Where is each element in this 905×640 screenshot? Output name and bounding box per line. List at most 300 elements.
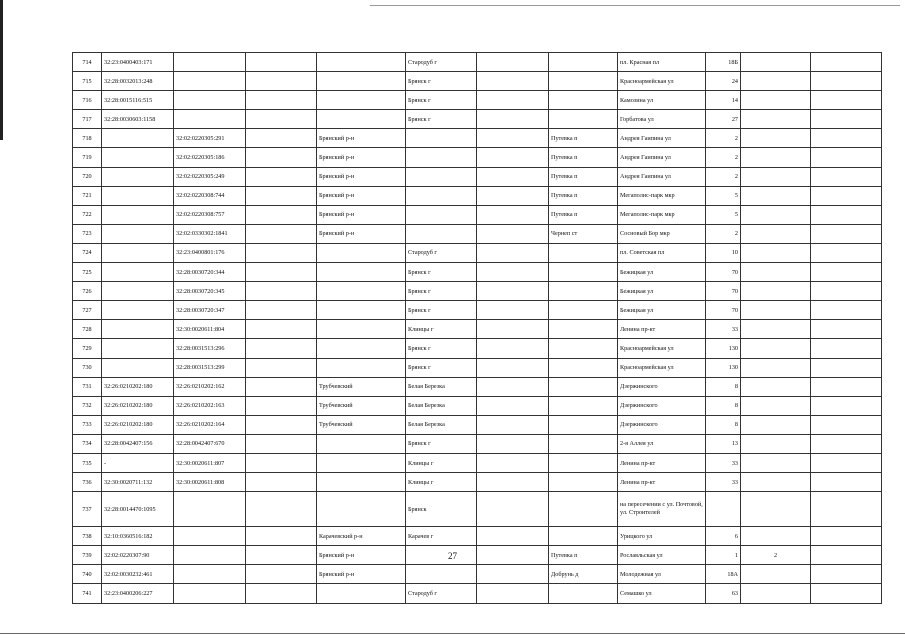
building-cell xyxy=(741,584,811,603)
intra-settlement-cell xyxy=(477,167,549,186)
intra-settlement-cell xyxy=(477,224,549,243)
apartment-cell xyxy=(811,339,882,358)
table-row xyxy=(73,186,882,205)
house-number-cell: 14 xyxy=(706,91,741,110)
table-row xyxy=(73,167,882,186)
building-cell xyxy=(741,415,811,434)
building-cell xyxy=(741,243,811,262)
settlement-cell: Брянск г xyxy=(406,72,477,91)
cadastral-number-cell: 32:23:0400801:176 xyxy=(174,243,246,262)
district-cell xyxy=(317,53,406,72)
street-cell: Урицкого ул xyxy=(618,527,706,546)
old-cadastral-number-cell: 32:28:0015116:515 xyxy=(102,91,174,110)
apartment-cell xyxy=(811,72,882,91)
apartment-cell xyxy=(811,224,882,243)
street-cell: пл. Красная пл xyxy=(618,53,706,72)
subject-cell xyxy=(246,148,317,167)
street-cell: Рославльская ул xyxy=(618,546,706,565)
scan-top-line xyxy=(370,5,900,6)
intra-settlement-cell xyxy=(477,110,549,129)
subject-cell xyxy=(246,320,317,339)
row-number-cell: 724 xyxy=(73,243,102,262)
cadastral-number-cell: 32:30:0020611:807 xyxy=(174,453,246,472)
district-cell xyxy=(317,72,406,91)
apartment-cell xyxy=(811,205,882,224)
building-cell: 2 xyxy=(741,546,811,565)
settlement-cell xyxy=(406,565,477,584)
building-cell xyxy=(741,167,811,186)
street-cell: Семашко ул xyxy=(618,584,706,603)
house-number-cell: 70 xyxy=(706,282,741,301)
intra-settlement-cell xyxy=(477,527,549,546)
table-row xyxy=(73,584,882,603)
old-cadastral-number-cell xyxy=(102,358,174,377)
district-cell xyxy=(317,110,406,129)
row-number-cell: 740 xyxy=(73,565,102,584)
old-cadastral-number-cell: 32:28:0014470:1095 xyxy=(102,492,174,527)
subject-cell xyxy=(246,339,317,358)
subject-cell xyxy=(246,527,317,546)
district-cell xyxy=(317,434,406,453)
locality-cell: Путевка п xyxy=(549,205,618,224)
cadastral-number-cell xyxy=(174,110,246,129)
apartment-cell xyxy=(811,527,882,546)
old-cadastral-number-cell xyxy=(102,339,174,358)
district-cell: Трубчевский xyxy=(317,396,406,415)
subject-cell xyxy=(246,434,317,453)
old-cadastral-number-cell xyxy=(102,320,174,339)
apartment-cell xyxy=(811,396,882,415)
subject-cell xyxy=(246,186,317,205)
house-number-cell: 8 xyxy=(706,415,741,434)
old-cadastral-number-cell: 32:23:0400403:171 xyxy=(102,53,174,72)
table-row xyxy=(73,243,882,262)
row-number-cell: 735 xyxy=(73,453,102,472)
old-cadastral-number-cell xyxy=(102,148,174,167)
cadastral-number-cell: 32:30:0020611:808 xyxy=(174,473,246,492)
table-row xyxy=(73,148,882,167)
old-cadastral-number-cell: 32:10:0360516:182 xyxy=(102,527,174,546)
house-number-cell: 2 xyxy=(706,167,741,186)
house-number-cell: 24 xyxy=(706,72,741,91)
subject-cell xyxy=(246,263,317,282)
locality-cell xyxy=(549,584,618,603)
row-number-cell: 738 xyxy=(73,527,102,546)
row-number-cell: 715 xyxy=(73,72,102,91)
locality-cell xyxy=(549,263,618,282)
row-number-cell: 719 xyxy=(73,148,102,167)
building-cell xyxy=(741,72,811,91)
locality-cell xyxy=(549,358,618,377)
house-number-cell: 2 xyxy=(706,224,741,243)
house-number-cell: 130 xyxy=(706,339,741,358)
row-number-cell: 725 xyxy=(73,263,102,282)
street-cell: Бежицкая ул xyxy=(618,301,706,320)
cadastral-number-cell xyxy=(174,53,246,72)
settlement-cell: Брянск г xyxy=(406,358,477,377)
building-cell xyxy=(741,320,811,339)
row-number-cell: 737 xyxy=(73,492,102,527)
intra-settlement-cell xyxy=(477,377,549,396)
row-number-cell: 733 xyxy=(73,415,102,434)
intra-settlement-cell xyxy=(477,301,549,320)
row-number-cell: 722 xyxy=(73,205,102,224)
old-cadastral-number-cell: 32:23:0400206:227 xyxy=(102,584,174,603)
property-register-table xyxy=(72,52,882,604)
street-cell: Ленина пр-кт xyxy=(618,453,706,472)
old-cadastral-number-cell: - xyxy=(102,453,174,472)
settlement-cell: Белая Березка xyxy=(406,396,477,415)
table-row xyxy=(73,110,882,129)
apartment-cell xyxy=(811,492,882,527)
table-row xyxy=(73,224,882,243)
apartment-cell xyxy=(811,282,882,301)
locality-cell: Путевка п xyxy=(549,546,618,565)
intra-settlement-cell xyxy=(477,53,549,72)
house-number-cell: 18Б xyxy=(706,53,741,72)
intra-settlement-cell xyxy=(477,584,549,603)
street-cell: Мегаполис-парк мкр xyxy=(618,205,706,224)
locality-cell xyxy=(549,492,618,527)
settlement-cell: Белая Березка xyxy=(406,415,477,434)
house-number-cell xyxy=(706,492,741,527)
house-number-cell: 70 xyxy=(706,301,741,320)
settlement-cell: Брянск г xyxy=(406,434,477,453)
street-cell: Горбатова ул xyxy=(618,110,706,129)
intra-settlement-cell xyxy=(477,320,549,339)
intra-settlement-cell xyxy=(477,129,549,148)
settlement-cell: Брянск г xyxy=(406,339,477,358)
settlement-cell: Стародуб г xyxy=(406,584,477,603)
settlement-cell: Стародуб г xyxy=(406,243,477,262)
apartment-cell xyxy=(811,91,882,110)
page-number: 27 xyxy=(448,551,457,561)
street-cell: Дзержинского xyxy=(618,396,706,415)
street-cell: Мегаполис-парк мкр xyxy=(618,186,706,205)
settlement-cell: Карачев г xyxy=(406,527,477,546)
street-cell: Дзержинского xyxy=(618,415,706,434)
old-cadastral-number-cell: 32:02:0220307:90 xyxy=(102,546,174,565)
apartment-cell xyxy=(811,263,882,282)
street-cell: Ленина пр-кт xyxy=(618,473,706,492)
old-cadastral-number-cell xyxy=(102,167,174,186)
building-cell xyxy=(741,53,811,72)
cadastral-number-cell: 32:30:0020611:804 xyxy=(174,320,246,339)
locality-cell xyxy=(549,282,618,301)
subject-cell xyxy=(246,91,317,110)
cadastral-number-cell: 32:02:0220305:291 xyxy=(174,129,246,148)
building-cell xyxy=(741,358,811,377)
cadastral-number-cell: 32:02:0220305:249 xyxy=(174,167,246,186)
settlement-cell xyxy=(406,186,477,205)
locality-cell xyxy=(549,415,618,434)
street-cell: пл. Советская пл xyxy=(618,243,706,262)
table-row xyxy=(73,72,882,91)
old-cadastral-number-cell: 32:26:0210202:180 xyxy=(102,377,174,396)
street-cell: на пересечении с ул. Почтовой, ул. Строителей xyxy=(618,492,706,527)
cadastral-number-cell xyxy=(174,565,246,584)
settlement-cell xyxy=(406,167,477,186)
cadastral-number-cell: 32:02:0220305:186 xyxy=(174,148,246,167)
row-number-cell: 728 xyxy=(73,320,102,339)
locality-cell xyxy=(549,320,618,339)
row-number-cell: 717 xyxy=(73,110,102,129)
apartment-cell xyxy=(811,167,882,186)
house-number-cell: 10 xyxy=(706,243,741,262)
cadastral-number-cell xyxy=(174,584,246,603)
settlement-cell: Брянск г xyxy=(406,263,477,282)
subject-cell xyxy=(246,167,317,186)
house-number-cell: 2 xyxy=(706,148,741,167)
building-cell xyxy=(741,434,811,453)
district-cell xyxy=(317,358,406,377)
apartment-cell xyxy=(811,301,882,320)
house-number-cell: 6 xyxy=(706,527,741,546)
intra-settlement-cell xyxy=(477,565,549,584)
settlement-cell xyxy=(406,224,477,243)
locality-cell xyxy=(549,243,618,262)
apartment-cell xyxy=(811,358,882,377)
cadastral-number-cell xyxy=(174,91,246,110)
intra-settlement-cell xyxy=(477,358,549,377)
old-cadastral-number-cell: 32:28:0032013:248 xyxy=(102,72,174,91)
house-number-cell: 33 xyxy=(706,473,741,492)
cadastral-number-cell: 32:28:0030720:347 xyxy=(174,301,246,320)
district-cell: Трубчевский xyxy=(317,415,406,434)
district-cell: Брянский р-н xyxy=(317,224,406,243)
table-body xyxy=(73,53,882,604)
building-cell xyxy=(741,224,811,243)
old-cadastral-number-cell xyxy=(102,301,174,320)
district-cell: Трубчевский xyxy=(317,377,406,396)
subject-cell xyxy=(246,584,317,603)
table-row xyxy=(73,320,882,339)
subject-cell xyxy=(246,565,317,584)
apartment-cell xyxy=(811,320,882,339)
subject-cell xyxy=(246,224,317,243)
building-cell xyxy=(741,339,811,358)
house-number-cell: 33 xyxy=(706,453,741,472)
settlement-cell xyxy=(406,129,477,148)
apartment-cell xyxy=(811,148,882,167)
building-cell xyxy=(741,473,811,492)
subject-cell xyxy=(246,358,317,377)
building-cell xyxy=(741,186,811,205)
house-number-cell: 63 xyxy=(706,584,741,603)
street-cell: Андрея Гаипина ул xyxy=(618,129,706,148)
district-cell xyxy=(317,263,406,282)
street-cell: Камозина ул xyxy=(618,91,706,110)
locality-cell xyxy=(549,377,618,396)
cadastral-number-cell: 32:26:0210202:163 xyxy=(174,396,246,415)
district-cell xyxy=(317,453,406,472)
table-row xyxy=(73,434,882,453)
table-row xyxy=(73,453,882,472)
table-row xyxy=(73,377,882,396)
row-number-cell: 739 xyxy=(73,546,102,565)
district-cell: Брянский р-н xyxy=(317,129,406,148)
old-cadastral-number-cell xyxy=(102,282,174,301)
cadastral-number-cell xyxy=(174,72,246,91)
locality-cell: Путевка п xyxy=(549,186,618,205)
settlement-cell xyxy=(406,148,477,167)
street-cell: Красноармейская ул xyxy=(618,358,706,377)
locality-cell xyxy=(549,527,618,546)
row-number-cell: 734 xyxy=(73,434,102,453)
building-cell xyxy=(741,396,811,415)
scan-edge-mark xyxy=(0,0,3,140)
street-cell: Красноармейская ул xyxy=(618,339,706,358)
settlement-cell: Брянск г xyxy=(406,110,477,129)
locality-cell: Путевка п xyxy=(549,167,618,186)
district-cell xyxy=(317,282,406,301)
old-cadastral-number-cell xyxy=(102,186,174,205)
table-row xyxy=(73,301,882,320)
subject-cell xyxy=(246,205,317,224)
settlement-cell: Стародуб г xyxy=(406,53,477,72)
table-row xyxy=(73,565,882,584)
table-row xyxy=(73,282,882,301)
street-cell: Дзержинского xyxy=(618,377,706,396)
building-cell xyxy=(741,301,811,320)
house-number-cell: 13 xyxy=(706,434,741,453)
house-number-cell: 33 xyxy=(706,320,741,339)
settlement-cell: Клинцы г xyxy=(406,320,477,339)
locality-cell xyxy=(549,453,618,472)
subject-cell xyxy=(246,396,317,415)
intra-settlement-cell xyxy=(477,148,549,167)
old-cadastral-number-cell xyxy=(102,129,174,148)
settlement-cell: Брянск г xyxy=(406,282,477,301)
apartment-cell xyxy=(811,434,882,453)
old-cadastral-number-cell xyxy=(102,205,174,224)
old-cadastral-number-cell: 32:30:0020711:132 xyxy=(102,473,174,492)
street-cell: Бежицкая ул xyxy=(618,263,706,282)
apartment-cell xyxy=(811,415,882,434)
apartment-cell xyxy=(811,453,882,472)
intra-settlement-cell xyxy=(477,473,549,492)
intra-settlement-cell xyxy=(477,282,549,301)
subject-cell xyxy=(246,282,317,301)
subject-cell xyxy=(246,415,317,434)
street-cell: Ленина пр-кт xyxy=(618,320,706,339)
locality-cell xyxy=(549,473,618,492)
house-number-cell: 5 xyxy=(706,186,741,205)
building-cell xyxy=(741,527,811,546)
intra-settlement-cell xyxy=(477,453,549,472)
table-row xyxy=(73,263,882,282)
intra-settlement-cell xyxy=(477,263,549,282)
building-cell xyxy=(741,453,811,472)
old-cadastral-number-cell: 32:26:0210202:180 xyxy=(102,396,174,415)
apartment-cell xyxy=(811,186,882,205)
street-cell: Сосновый Бор мкр xyxy=(618,224,706,243)
old-cadastral-number-cell: 32:28:0030603:1158 xyxy=(102,110,174,129)
house-number-cell: 27 xyxy=(706,110,741,129)
old-cadastral-number-cell: 32:28:0042407:156 xyxy=(102,434,174,453)
old-cadastral-number-cell: 32:02:0030232:461 xyxy=(102,565,174,584)
street-cell: Бежицкая ул xyxy=(618,282,706,301)
street-cell: 2-я Аллея ул xyxy=(618,434,706,453)
building-cell xyxy=(741,282,811,301)
intra-settlement-cell xyxy=(477,186,549,205)
street-cell: Красноармейская ул xyxy=(618,72,706,91)
subject-cell xyxy=(246,110,317,129)
table-row xyxy=(73,205,882,224)
subject-cell xyxy=(246,473,317,492)
building-cell xyxy=(741,129,811,148)
street-cell: Андрея Гаипина ул xyxy=(618,148,706,167)
district-cell: Брянский р-н xyxy=(317,148,406,167)
locality-cell xyxy=(549,396,618,415)
subject-cell xyxy=(246,243,317,262)
cadastral-number-cell: 32:02:0220308:744 xyxy=(174,186,246,205)
settlement-cell xyxy=(406,205,477,224)
district-cell: Брянский р-н xyxy=(317,167,406,186)
row-number-cell: 721 xyxy=(73,186,102,205)
building-cell xyxy=(741,148,811,167)
locality-cell: Чернеп ст xyxy=(549,224,618,243)
intra-settlement-cell xyxy=(477,72,549,91)
table-row xyxy=(73,492,882,527)
row-number-cell: 741 xyxy=(73,584,102,603)
cadastral-number-cell: 32:28:0031513:296 xyxy=(174,339,246,358)
intra-settlement-cell xyxy=(477,415,549,434)
settlement-cell: Брянск xyxy=(406,492,477,527)
subject-cell xyxy=(246,301,317,320)
locality-cell xyxy=(549,301,618,320)
cadastral-number-cell xyxy=(174,492,246,527)
subject-cell xyxy=(246,492,317,527)
cadastral-number-cell: 32:26:0210202:164 xyxy=(174,415,246,434)
table-row xyxy=(73,53,882,72)
table-row xyxy=(73,527,882,546)
settlement-cell: Брянск г xyxy=(406,301,477,320)
cadastral-number-cell: 32:02:0220308:757 xyxy=(174,205,246,224)
locality-cell: Добрунь д xyxy=(549,565,618,584)
house-number-cell: 5 xyxy=(706,205,741,224)
apartment-cell xyxy=(811,243,882,262)
old-cadastral-number-cell xyxy=(102,263,174,282)
locality-cell: Путевка п xyxy=(549,129,618,148)
locality-cell: Путевка п xyxy=(549,148,618,167)
apartment-cell xyxy=(811,584,882,603)
house-number-cell: 1 xyxy=(706,546,741,565)
building-cell xyxy=(741,492,811,527)
cadastral-number-cell: 32:02:0330302:1841 xyxy=(174,224,246,243)
intra-settlement-cell xyxy=(477,205,549,224)
row-number-cell: 723 xyxy=(73,224,102,243)
building-cell xyxy=(741,91,811,110)
apartment-cell xyxy=(811,110,882,129)
street-cell: Молодежная ул xyxy=(618,565,706,584)
subject-cell xyxy=(246,53,317,72)
row-number-cell: 736 xyxy=(73,473,102,492)
district-cell xyxy=(317,473,406,492)
house-number-cell: 130 xyxy=(706,358,741,377)
row-number-cell: 714 xyxy=(73,53,102,72)
locality-cell xyxy=(549,339,618,358)
subject-cell xyxy=(246,377,317,396)
district-cell xyxy=(317,339,406,358)
building-cell xyxy=(741,377,811,396)
intra-settlement-cell xyxy=(477,339,549,358)
table-row xyxy=(73,339,882,358)
building-cell xyxy=(741,205,811,224)
apartment-cell xyxy=(811,565,882,584)
old-cadastral-number-cell xyxy=(102,224,174,243)
intra-settlement-cell xyxy=(477,396,549,415)
